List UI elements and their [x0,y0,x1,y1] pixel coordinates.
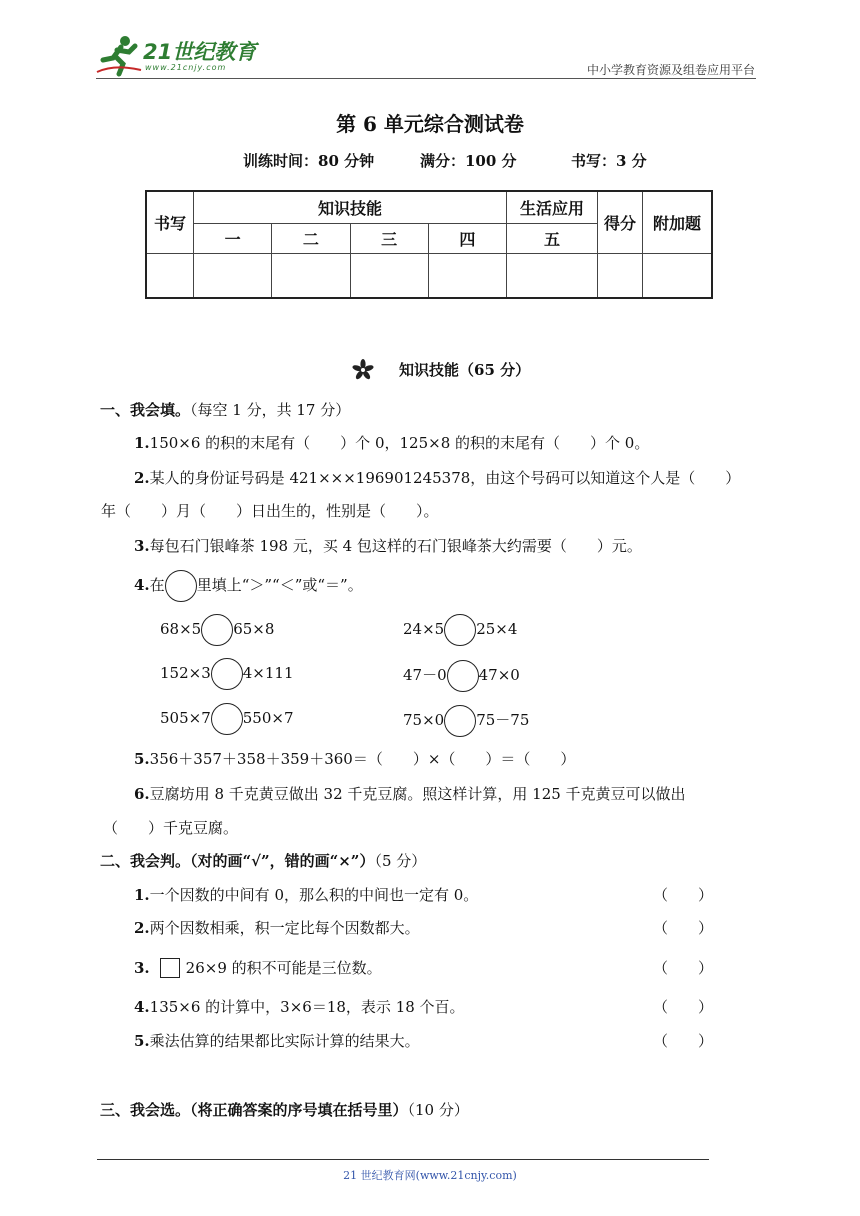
col-extra: 附加题 [643,191,713,253]
section-heading: 知识技能（65 分） [399,361,531,379]
compare-left: 68×5 [160,620,202,638]
q3-text: 每包石门银峰茶 198 元，买 4 包这样的石门银峰茶大约需要（ ）元。 [149,537,642,555]
footer-link[interactable]: 21 世纪教育网(www.21cnjy.com) [343,1169,517,1182]
q3 [134,535,642,556]
judge-item [134,884,478,905]
part3-title-text: 三、我会选。（将正确答案的序号填在括号里） [100,1101,408,1119]
part1-title [100,399,350,420]
score-cell[interactable] [643,253,713,298]
site-logo [95,34,260,78]
col-4: 四 [428,223,506,253]
part1-note: （每空 1 分，共 17 分） [190,401,351,419]
page-title: 第 6 单元综合测试卷 [336,112,524,136]
compare-right: 47×0 [478,666,520,684]
compare-circle[interactable] [444,614,476,646]
compare-item [160,664,294,682]
score-cell[interactable] [598,253,643,298]
q4 [134,574,363,595]
score-cell[interactable] [194,253,272,298]
logo-text: 21世纪教育 [143,40,257,64]
judge-item [134,996,465,1017]
part2-note: （5 分） [374,852,427,870]
score-cell[interactable] [428,253,506,298]
col-knowledge: 知识技能 [194,191,507,223]
compare-left: 152×3 [160,664,211,682]
col-total: 得分 [598,191,643,253]
compare-item [160,709,294,727]
col-1: 一 [194,223,272,253]
q6-number: 6. [134,785,150,803]
judge-item [134,917,420,938]
compare-circle [165,570,197,602]
logo-url: www.21cnjy.com [145,63,227,72]
runner-logo-icon [95,34,143,78]
compare-circle[interactable] [447,660,479,692]
compare-circle[interactable] [211,658,243,690]
part3-note: （10 分） [407,1101,469,1119]
compare-right: 25×4 [476,620,518,638]
judge-text: 26×9 的积不可能是三位数。 [185,959,382,977]
col-5: 五 [507,223,598,253]
col-writing: 书写 [146,191,194,253]
platform-name: 中小学教育资源及组卷应用平台 [586,63,755,77]
training-time: 训练时间：80 分钟 [243,152,375,170]
compare-circle[interactable] [211,703,243,735]
judge-item [134,957,382,978]
answer-paren[interactable]: （ ） [653,886,714,904]
header-divider [96,78,756,79]
part1-title-text: 一、我会填。 [100,401,191,419]
col-2: 二 [272,223,350,253]
compare-item [403,664,520,685]
compare-right: 65×8 [233,620,275,638]
q2-number: 2. [134,469,150,487]
score-cell[interactable] [146,253,194,298]
q3-number: 3. [134,537,150,555]
q1-number: 1. [134,434,150,452]
footer-divider [97,1159,709,1160]
q6 [134,783,686,804]
judge-text: 两个因数相乘，积一定比每个因数都大。 [149,919,420,937]
compare-right: 550×7 [242,709,294,727]
col-3: 三 [350,223,428,253]
compare-item [403,620,517,638]
q4-number: 4. [134,576,150,594]
compare-left: 24×5 [403,620,445,638]
blank-square[interactable] [160,958,180,978]
q5-text: 356＋357＋358＋359＋360＝（ ）×（ ）＝（ ） [149,750,576,768]
q1-text: 150×6 的积的末尾有（ ）个 0，125×8 的积的末尾有（ ）个 0。 [149,434,650,452]
q4-post: 里填上“＞”“＜”或“＝”。 [196,576,363,594]
flower-icon [352,359,374,381]
answer-paren[interactable]: （ ） [653,998,714,1016]
judge-item [134,1030,420,1051]
judge-number: 5. [134,1032,150,1050]
part2-title-text: 二、我会判。（对的画“√”，错的画“×”） [100,852,375,870]
q2-cont: 年（ ）月（ ）日出生的，性别是（ ）。 [101,502,439,520]
answer-paren[interactable]: （ ） [653,1032,714,1050]
compare-left: 505×7 [160,709,211,727]
judge-text: 乘法估算的结果都比实际计算的结果大。 [149,1032,420,1050]
judge-number: 4. [134,998,150,1016]
compare-left: 75×0 [403,711,445,729]
col-life: 生活应用 [507,191,598,223]
part3-title [100,1099,469,1120]
compare-circle[interactable] [444,705,476,737]
compare-circle[interactable] [201,614,233,646]
judge-text: 一个因数的中间有 0，那么积的中间也一定有 0。 [149,886,479,904]
judge-text: 135×6 的计算中，3×6＝18，表示 18 个百。 [149,998,465,1016]
compare-item [403,709,529,730]
q2-text-a: 某人的身份证号码是 421×××196901245378，由这个号码可以知道这个人是（ ） [149,469,741,487]
judge-number: 2. [134,919,150,937]
q1 [134,432,649,453]
q4-pre: 在 [149,576,165,594]
compare-right: 75－75 [476,711,530,729]
q2 [134,467,740,488]
judge-number: 3. [134,959,150,977]
part2-title [100,850,426,871]
judge-number: 1. [134,886,150,904]
q5-number: 5. [134,750,150,768]
answer-paren[interactable]: （ ） [653,919,714,937]
answer-paren[interactable]: （ ） [653,959,714,977]
score-cell[interactable] [507,253,598,298]
q5 [134,748,575,769]
q6-text-a: 豆腐坊用 8 千克黄豆做出 32 千克豆腐。照这样计算，用 125 千克黄豆可以做出 [149,785,686,803]
q6-cont: （ ）千克豆腐。 [103,819,239,837]
compare-item [160,620,274,638]
score-cell[interactable] [272,253,350,298]
compare-right: 4×111 [242,664,294,682]
full-score: 满分：100 分 [420,152,517,170]
score-cell[interactable] [350,253,428,298]
compare-left: 47－0 [403,666,447,684]
writing-score: 书写：3 分 [571,152,647,170]
score-table [145,190,713,299]
